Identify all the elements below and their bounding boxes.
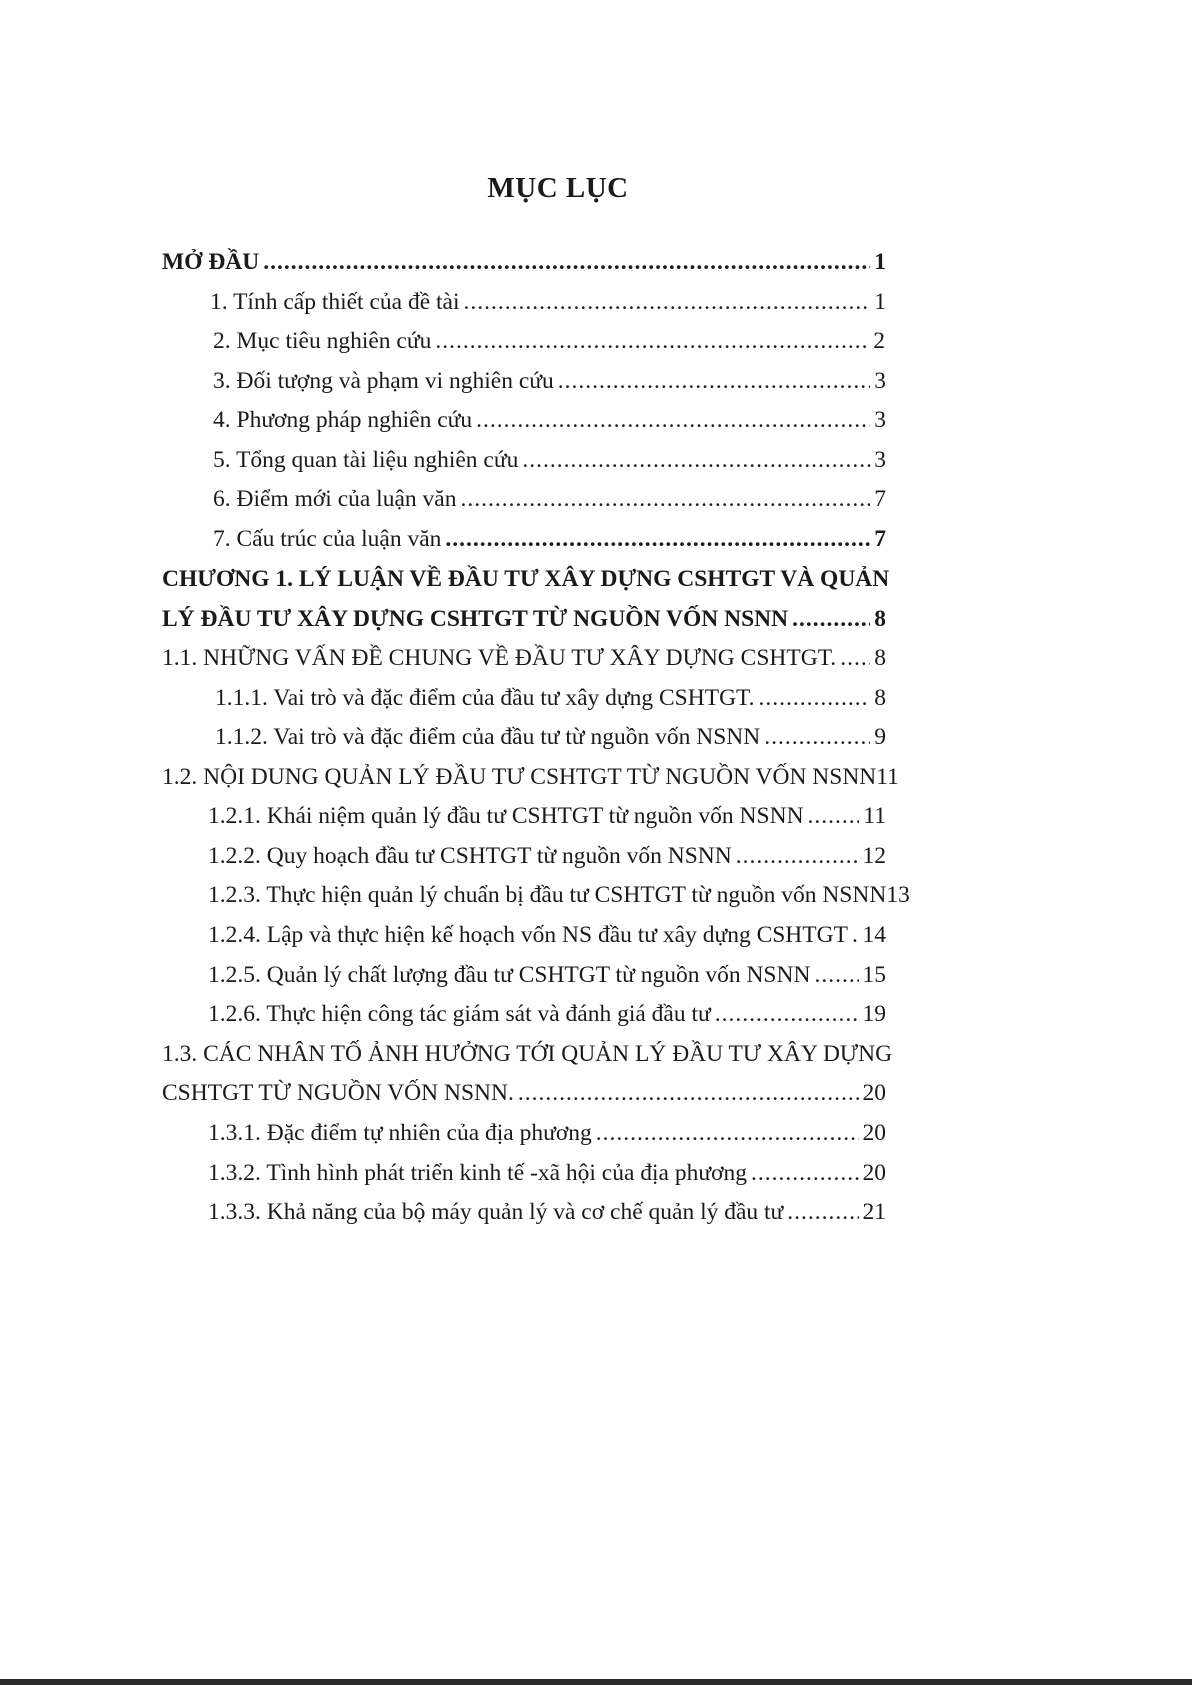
toc-entry[interactable] xyxy=(213,479,886,519)
toc-leader-dots xyxy=(518,1073,859,1113)
toc-entry-text: 1.2.1. Khái niệm quản lý đầu tư CSHTGT từ nguồn vốn NSNN xyxy=(208,803,804,829)
toc-entry-text: MỞ ĐẦU xyxy=(162,249,260,275)
toc-page-number: 19 xyxy=(862,1001,886,1027)
toc-leader-dots xyxy=(445,519,870,559)
toc-entry[interactable] xyxy=(213,361,886,401)
toc-leader-dots xyxy=(764,717,870,757)
toc-entry[interactable] xyxy=(208,836,886,876)
toc-entry[interactable] xyxy=(162,1073,886,1113)
toc-entry-text: 1.2.4. Lập và thực hiện kế hoạch vốn NS đầu tư xây dựng CSHTGT xyxy=(208,922,848,948)
toc-entry[interactable] xyxy=(162,242,886,282)
toc-leader-dots xyxy=(736,836,859,876)
toc-page-number: 1 xyxy=(874,249,886,275)
toc-entry-text: CHƯƠNG 1. LÝ LUẬN VỀ ĐẦU TƯ XÂY DỰNG CSHTGT VÀ QUẢN xyxy=(162,566,890,592)
toc-entry[interactable] xyxy=(215,678,886,718)
toc-leader-dots xyxy=(522,440,870,480)
toc-page-number: 20 xyxy=(862,1160,886,1186)
toc-leader-dots xyxy=(435,321,869,361)
toc-page-number: 3 xyxy=(874,368,886,394)
toc-leader-dots xyxy=(460,479,870,519)
toc-entry[interactable] xyxy=(208,1153,886,1193)
toc-entry[interactable] xyxy=(208,796,886,836)
toc-entry[interactable] xyxy=(213,440,886,480)
toc-entry-text: 1.2.5. Quản lý chất lượng đầu tư CSHTGT từ nguồn vốn NSNN xyxy=(208,962,811,988)
toc-entry[interactable] xyxy=(208,875,908,915)
toc-entry[interactable] xyxy=(162,1034,892,1074)
toc-entry[interactable] xyxy=(208,915,886,955)
toc-leader-dots xyxy=(840,638,870,678)
toc-page-number: 12 xyxy=(862,843,886,869)
toc-entry-text: 1.3.2. Tình hình phát triển kinh tế -xã hội của địa phương xyxy=(208,1160,748,1186)
toc-entry[interactable] xyxy=(162,638,886,678)
toc-page-number: 15 xyxy=(862,962,886,988)
toc-entry-text: 1.1.1. Vai trò và đặc điểm của đầu tư xây dựng CSHTGT. xyxy=(215,685,755,711)
toc-entry-text: 6. Điểm mới của luận văn xyxy=(213,486,457,512)
toc-entry-text: 1.1. NHỮNG VẤN ĐỀ CHUNG VỀ ĐẦU TƯ XÂY DỰNG CSHTGT. xyxy=(162,645,837,671)
toc-entry[interactable] xyxy=(162,599,886,639)
toc-entry-text: LÝ ĐẦU TƯ XÂY DỰNG CSHTGT TỪ NGUỒN VỐN NSNN xyxy=(162,606,789,632)
toc-entry-text: 5. Tổng quan tài liệu nghiên cứu xyxy=(213,447,519,473)
toc-leader-dots xyxy=(263,242,870,282)
toc-page-number: 7 xyxy=(874,486,886,512)
toc-leader-dots xyxy=(852,915,859,955)
toc-leader-dots xyxy=(751,1153,858,1193)
toc-entry[interactable] xyxy=(213,321,885,361)
toc-leader-dots xyxy=(814,955,858,995)
toc-entry[interactable] xyxy=(162,757,899,797)
toc-chapter-heading[interactable] xyxy=(162,559,902,599)
toc-leader-dots xyxy=(596,1113,859,1153)
toc-entry-text: 2. Mục tiêu nghiên cứu xyxy=(213,328,432,354)
toc-page-number: 11 xyxy=(863,803,886,829)
toc-entry[interactable] xyxy=(213,400,886,440)
toc-leader-dots xyxy=(808,796,860,836)
toc-entry[interactable] xyxy=(208,994,886,1034)
toc-page-number: 14 xyxy=(862,922,886,948)
toc-page-number: 20 xyxy=(862,1080,886,1106)
toc-leader-dots xyxy=(759,678,871,718)
toc-page-number: 21 xyxy=(862,1199,886,1225)
toc-entry[interactable] xyxy=(208,1113,886,1153)
toc-entry-text: 1.2. NỘI DUNG QUẢN LÝ ĐẦU TƯ CSHTGT TỪ NGUỒN VỐN NSNN11 xyxy=(162,764,899,790)
toc-leader-dots xyxy=(558,361,871,401)
toc-entry-text: 1.3.3. Khả năng của bộ máy quản lý và cơ chế quản lý đầu tư xyxy=(208,1199,784,1225)
toc-leader-dots xyxy=(715,994,859,1034)
page-title: MỤC LỤC xyxy=(487,172,629,204)
toc-page-number: 8 xyxy=(874,606,886,632)
toc-page-number: 2 xyxy=(873,328,885,354)
toc-entry[interactable] xyxy=(215,717,886,757)
toc-leader-dots xyxy=(792,599,870,639)
toc-leader-dots xyxy=(476,400,870,440)
toc-entry-text: 1. Tính cấp thiết của đề tài xyxy=(210,289,460,315)
toc-entry[interactable] xyxy=(210,282,886,322)
toc-entry-text: 1.3.1. Đặc điểm tự nhiên của địa phương xyxy=(208,1120,592,1146)
toc-entry-text: 4. Phương pháp nghiên cứu xyxy=(213,407,473,433)
toc-page-number: 1 xyxy=(874,289,886,315)
toc-entry-text: CSHTGT TỪ NGUỒN VỐN NSNN. xyxy=(162,1080,514,1106)
toc-leader-dots xyxy=(787,1192,858,1232)
toc-entry[interactable] xyxy=(213,519,886,559)
toc-page-number: 7 xyxy=(874,526,886,552)
page-bottom-border xyxy=(0,1679,1192,1685)
toc-page-number: 20 xyxy=(862,1120,886,1146)
toc-entry[interactable] xyxy=(208,1192,886,1232)
toc-page-number: 8 xyxy=(874,645,886,671)
toc-page-number: 8 xyxy=(874,685,886,711)
toc-entry-text: 7. Cấu trúc của luận văn xyxy=(213,526,442,552)
toc-entry-text: 1.2.6. Thực hiện công tác giám sát và đánh giá đầu tư xyxy=(208,1001,711,1027)
toc-entry-text: 1.2.3. Thực hiện quản lý chuẩn bị đầu tư CSHTGT từ nguồn vốn NSNN13 xyxy=(208,882,910,908)
toc-entry-text: 3. Đối tượng và phạm vi nghiên cứu xyxy=(213,368,554,394)
toc-page-number: 3 xyxy=(874,407,886,433)
toc-entry-text: 1.3. CÁC NHÂN TỐ ẢNH HƯỞNG TỚI QUẢN LÝ ĐẦU TƯ XÂY DỰNG xyxy=(162,1041,893,1067)
toc-entry[interactable] xyxy=(208,955,886,995)
toc-entry-text: 1.1.2. Vai trò và đặc điểm của đầu tư từ nguồn vốn NSNN xyxy=(215,724,761,750)
toc-page-number: 9 xyxy=(874,724,886,750)
toc-page-number: 3 xyxy=(874,447,886,473)
toc-entry-text: 1.2.2. Quy hoạch đầu tư CSHTGT từ nguồn vốn NSNN xyxy=(208,843,732,869)
toc-leader-dots xyxy=(464,282,871,322)
